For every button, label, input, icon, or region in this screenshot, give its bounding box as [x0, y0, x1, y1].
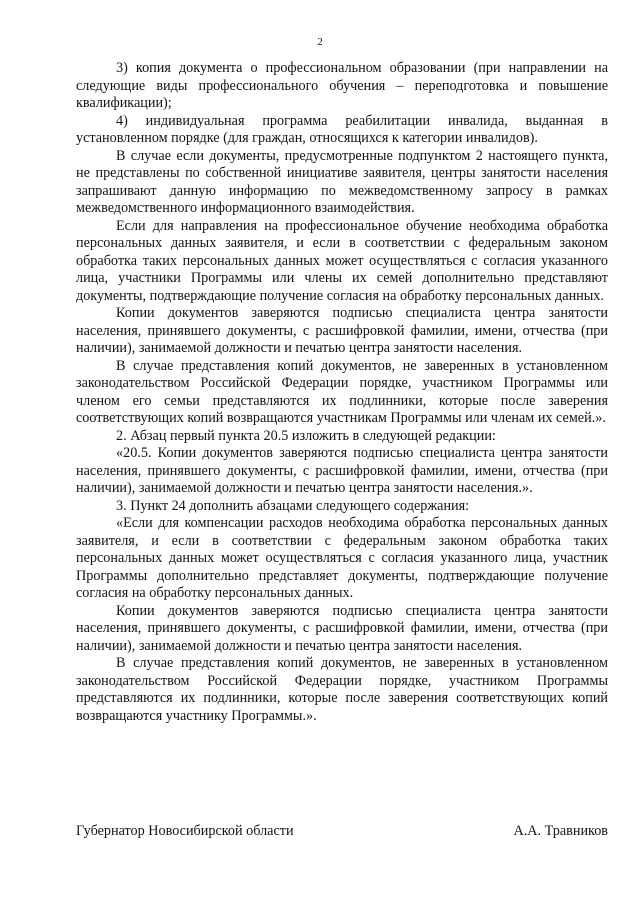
paragraph-interagency-request: В случае если документы, предусмотренные подпунктом 2 настоящего пункта, не представлены по собственной инициативе заявителя, центры занятости населения запрашивают данную информацию по межведомственному запросу в рамках межведомственного информационного взаимодействия.	[76, 147, 608, 216]
signature-block	[76, 823, 608, 841]
paragraph-item-4: 4) индивидуальная программа реабилитации инвалида, выданная в установленном порядке (для граждан, относящихся к категории инвалидов).	[76, 112, 608, 146]
paragraph-amendment-3: 3. Пункт 24 дополнить абзацами следующего содержания:	[116, 497, 470, 514]
paragraph-clause-20-5: «20.5. Копии документов заверяются подписью специалиста центра занятости населения, принявшего документы, с расшифровкой фамилии, имени, отчества (при наличии), занимаемой должности и печатью центра занятости населения.».	[76, 445, 608, 496]
paragraph-personal-data-consent: Если для направления на профессиональное обучение необходима обработка персональных данных заявителя, и если в соответствии с федеральным законом обработка таких персональных данных может осуществляться с согласия указанного лица, участники Программы или члены их семей дополнительно представляют документы, подтверждающие получение согласия на обработку персональных данных.	[76, 217, 608, 304]
page-number: 2	[317, 36, 323, 48]
paragraph-compensation-consent: «Если для компенсации расходов необходима обработка персональных данных заявителя, и если в соответствии с федеральным законом обработка таких персональных данных может осуществляться с согласия указанного лица, участник Программы дополнительно представляет документы, подтверждающие получение согласия на обработку персональных данных.	[76, 515, 608, 601]
paragraph-uncertified-copies-2: В случае представления копий документов, не заверенных в установленном законодательством Российской Федерации порядке, участником Программы представляются их подлинники, которые после заверения соответствующих копий возвращаются участнику Программы.».	[76, 655, 608, 724]
paragraph-copies-certification-2: Копии документов заверяются подписью специалиста центра занятости населения, принявшего документы, с расшифровкой фамилии, имени, отчества (при наличии), занимаемой должности и печатью центра занятости населения.	[76, 602, 608, 654]
paragraph-amendment-2: 2. Абзац первый пункта 20.5 изложить в следующей редакции:	[116, 427, 496, 444]
signatory-position: Губернатор Новосибирской области	[76, 823, 294, 839]
document-body	[76, 60, 608, 725]
signatory-name: А.А. Травников	[513, 823, 608, 839]
paragraph-item-3: 3) копия документа о профессиональном образовании (при направлении на следующие виды профессионального обучения – переподготовка и повышение квалификации);	[76, 60, 608, 111]
paragraph-copies-certification: Копии документов заверяются подписью специалиста центра занятости населения, принявшего документы, с расшифровкой фамилии, имени, отчества (при наличии), занимаемой должности и печатью центра занятости населения.	[76, 305, 608, 356]
paragraph-uncertified-copies: В случае представления копий документов, не заверенных в установленном законодательством Российской Федерации порядке, участником Программы или членом его семьи представляются их подлинники, которые после заверения соответствующих копий возвращаются участникам Программы или членам их семей.».	[76, 357, 608, 426]
